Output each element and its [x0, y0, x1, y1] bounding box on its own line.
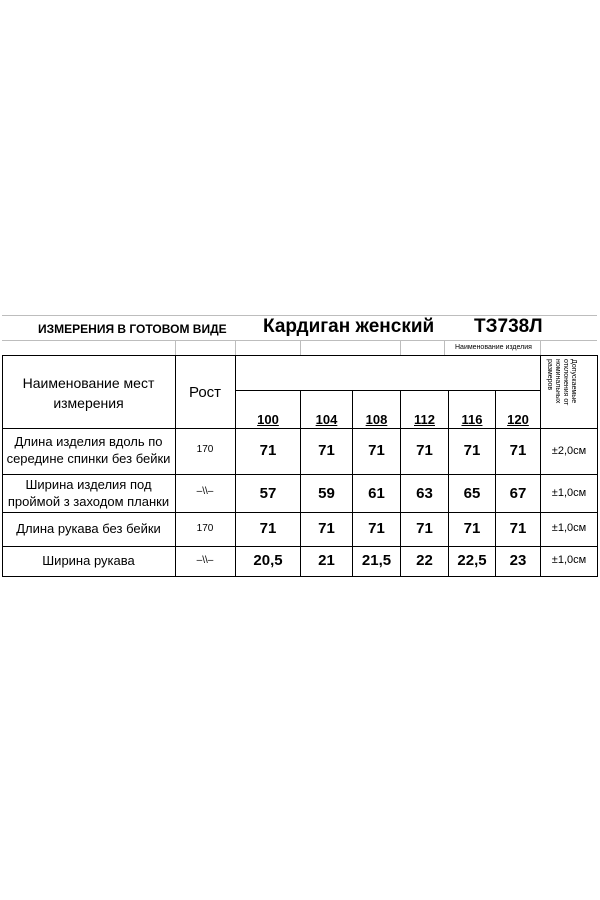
table-right-border	[597, 355, 598, 577]
row-tolerance: ±1,0см	[551, 487, 587, 499]
row-value: 71	[509, 442, 527, 459]
row-tolerance: ±1,0см	[551, 522, 587, 534]
row-value: 61	[368, 485, 385, 502]
row-value: 71	[259, 442, 277, 459]
helper-grid-line	[175, 340, 176, 355]
row-measurement-name	[2, 433, 175, 467]
col-header-height: Рост	[188, 384, 222, 401]
row-name-line: Ширина изделия под	[25, 477, 152, 492]
row-value: 71	[368, 520, 385, 537]
product-title: Кардиган женский	[263, 316, 435, 337]
helper-grid-line	[300, 340, 301, 355]
row-value: 20,5	[253, 552, 283, 569]
row-height: 170	[196, 523, 214, 534]
row-value: 23	[509, 552, 527, 569]
size-name-label: Наименование изделия	[455, 344, 532, 351]
helper-grid-line	[540, 340, 541, 355]
row-value: 22	[416, 552, 433, 569]
row-tolerance: ±2,0см	[551, 445, 587, 457]
row-value: 71	[463, 442, 481, 459]
row-tolerance: ±1,0см	[551, 554, 587, 566]
row-value: 71	[318, 442, 335, 459]
tolerance-header-line: номинальных	[554, 359, 561, 404]
helper-grid-line	[400, 340, 401, 355]
row-value: 71	[416, 520, 433, 537]
row-name-line: Длина изделия вдоль по	[14, 434, 163, 449]
size-header: 100	[257, 412, 279, 427]
tolerance-header-line: размеров	[546, 359, 553, 391]
column-border	[540, 355, 541, 577]
size-header: 104	[315, 412, 338, 427]
row-value: 71	[318, 520, 335, 537]
helper-grid-line	[444, 340, 445, 355]
col-header-line: Наименование мест	[22, 375, 155, 391]
row-value: 71	[368, 442, 385, 459]
size-header: 108	[365, 412, 388, 427]
row-value: 21	[318, 552, 335, 569]
row-value: 57	[259, 485, 277, 502]
measurements-label: ИЗМЕРЕНИЯ В ГОТОВОМ ВИДЕ	[38, 322, 227, 336]
row-measurement-name: Ширина рукава	[42, 553, 135, 568]
column-border	[235, 355, 236, 577]
tolerance-header-line: Допускаемые	[570, 359, 577, 404]
col-header-tolerance	[547, 359, 577, 425]
row-measurement-name	[2, 476, 175, 510]
tolerance-header-line: отклонения от	[562, 359, 569, 406]
row-measurement-name: Длина рукава без бейки	[16, 521, 161, 536]
article-number: ТЗ738Л	[474, 316, 543, 337]
row-height: 170	[196, 444, 214, 455]
row-value: 67	[509, 485, 527, 502]
row-value: 22,5	[457, 552, 487, 569]
size-header: 112	[414, 412, 435, 427]
size-header: 120	[507, 412, 529, 427]
helper-grid-line	[235, 340, 236, 355]
size-header: 116	[461, 412, 483, 427]
table-top-border	[2, 355, 598, 356]
row-value: 65	[463, 485, 481, 502]
row-value: 59	[318, 485, 335, 502]
col-header-line: измерения	[53, 395, 124, 411]
row-height: –\\–	[196, 486, 214, 497]
row-value: 21,5	[361, 552, 392, 569]
row-value: 71	[463, 520, 481, 537]
row-value: 71	[509, 520, 527, 537]
row-value: 63	[416, 485, 433, 502]
col-header-measurement-place	[2, 373, 175, 413]
row-name-line: проймой з заходом планки	[7, 494, 170, 509]
row-name-line: середине спинки без бейки	[6, 451, 171, 466]
row-value: 71	[259, 520, 277, 537]
row-value: 71	[416, 442, 433, 459]
row-height: –\\–	[196, 555, 214, 566]
